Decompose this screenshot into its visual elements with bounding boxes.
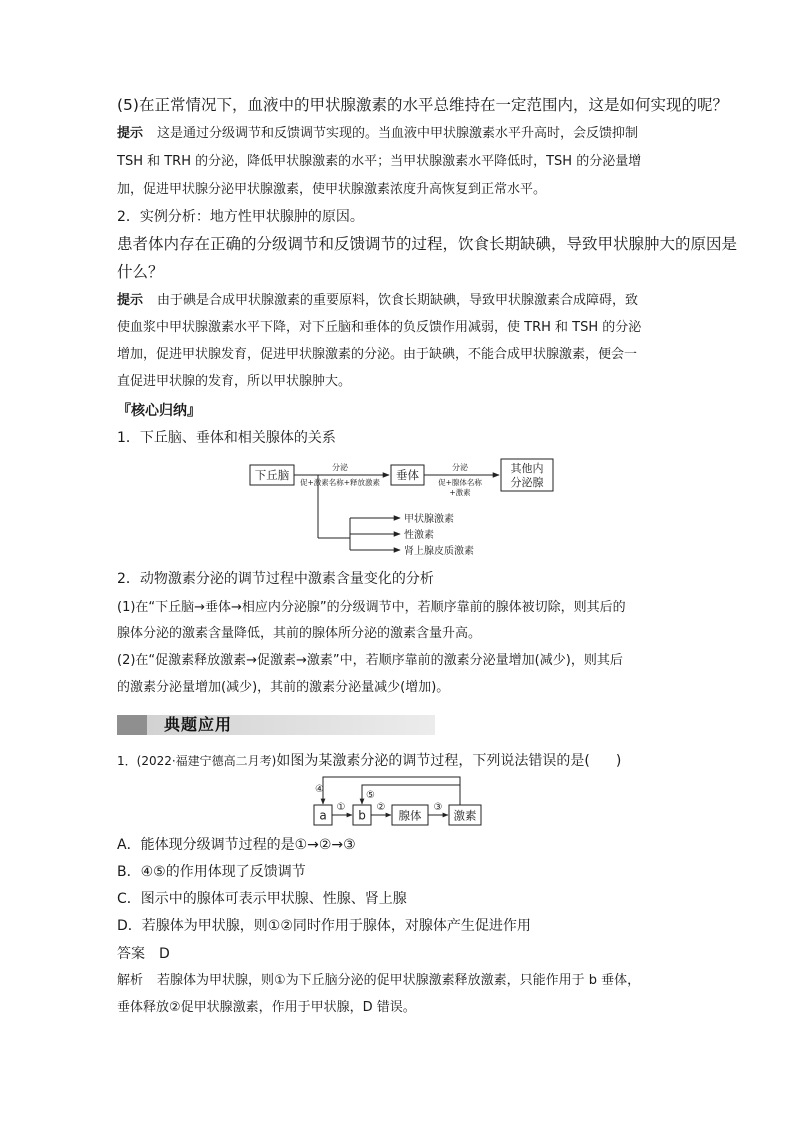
question-stem: 1．(2022·福建宁德高二月考)如图为某激素分泌的调节过程，下列说法错误的是( ) xyxy=(117,753,622,769)
gland-relation-diagram xyxy=(246,458,558,562)
secrete-label-1: 分泌 xyxy=(332,463,348,472)
hint-label: 提示 xyxy=(117,293,144,308)
summary-paragraph-2: (2)在“促激素释放激素→促激素→激素”中，若顺序靠前的激素分泌量增加(减少)，则其后 xyxy=(117,653,623,668)
section-title: 典题应用 xyxy=(164,715,233,734)
hint-2-line: 提示 由于碘是合成甲状腺激素的重要原料，饮食长期缺碘，导致甲状腺激素合成障碍，致 xyxy=(117,293,639,308)
core-summary-header: 『核心归纳』 xyxy=(117,403,201,419)
other-glands-label: 分泌腺 xyxy=(510,476,544,489)
output-thyroid-hormone: 甲状腺激素 xyxy=(404,514,454,525)
section-banner xyxy=(117,715,435,735)
item-2-question: 患者体内存在正确的分级调节和反馈调节的过程，饮食长期缺碘，导致甲状腺肿大的原因是 xyxy=(117,235,738,253)
summary-paragraph-1: (1)在“下丘脑→垂体→相应内分泌腺”的分级调节中，若顺序靠前的腺体被切除，则其后的 xyxy=(117,600,626,615)
answer-line xyxy=(117,945,170,963)
hint-2-line: 增加，促进甲状腺发育，促进甲状腺激素的分泌。由于缺碘，不能合成甲状腺激素，便会一 xyxy=(117,347,638,362)
option-b: B．④⑤的作用体现了反馈调节 xyxy=(117,864,306,880)
hint-1-line: 提示 这是通过分级调节和反馈调节实现的。当血液中甲状腺激素水平升高时，会反馈抑制 xyxy=(117,126,639,141)
hint-2-line: 使血浆中甲状腺激素水平下降，对下丘脑和垂体的负反馈作用减弱，使 TRH 和 TSH 的分泌 xyxy=(117,320,642,335)
hint-1-line: 加，促进甲状腺分泌甲状腺激素，使甲状腺激素浓度升高恢复到正常水平。 xyxy=(117,182,547,197)
hypothalamus-label: 下丘脑 xyxy=(254,468,290,482)
summary-item-2: 2．动物激素分泌的调节过程中激素含量变化的分析 xyxy=(117,571,434,587)
pituitary-label: 垂体 xyxy=(396,468,419,482)
analysis-line: 垂体释放②促甲状腺激素，作用于甲状腺，D 错误。 xyxy=(117,1000,416,1015)
summary-paragraph-2: 的激素分泌量增加(减少)，其前的激素分泌量减少(增加)。 xyxy=(117,680,450,695)
answer-label: 答案 xyxy=(117,946,145,962)
option-a: A．能体现分级调节过程的是①→②→③ xyxy=(117,837,356,853)
option-d: D．若腺体为甲状腺，则①②同时作用于腺体，对腺体产生促进作用 xyxy=(117,918,531,934)
step-2-label: ② xyxy=(376,802,386,813)
node-a-label: a xyxy=(319,808,327,823)
secrete-label-2: 分泌 xyxy=(452,463,468,472)
step-3-label: ③ xyxy=(433,802,443,813)
node-b-label: b xyxy=(358,808,366,823)
answer-value: D xyxy=(159,946,170,962)
step-5-label: ⑤ xyxy=(366,790,375,801)
analysis-line: 解析 若腺体为甲状腺，则①为下丘脑分泌的促甲状腺激素释放激素，只能作用于 b 垂体， xyxy=(117,973,641,988)
hint-label: 提示 xyxy=(117,126,144,141)
analysis-label: 解析 xyxy=(117,973,144,988)
tropic-hormone-label: +激素 xyxy=(449,488,471,497)
step-1-label: ① xyxy=(336,802,346,813)
item-2-title: 2．实例分析：地方性甲状腺肿的原因。 xyxy=(117,209,364,225)
regulation-diagram xyxy=(310,774,485,828)
tropic-hormone-label: 促+腺体名称 xyxy=(438,478,482,487)
other-glands-label: 其他内 xyxy=(510,462,544,475)
releasing-hormone-label: 促+激素名称+释放激素 xyxy=(299,478,381,487)
hint-2-line: 直促进甲状腺的发育，所以甲状腺肿大。 xyxy=(117,374,352,389)
item-2-question: 什么？ xyxy=(117,263,164,281)
summary-item-1: 1．下丘脑、垂体和相关腺体的关系 xyxy=(117,430,336,446)
gland-label: 腺体 xyxy=(398,808,422,823)
question-source: 1．(2022·福建宁德高二月考) xyxy=(117,754,277,768)
feedback-arrow-4 xyxy=(323,777,460,805)
output-sex-hormone: 性激素 xyxy=(404,530,434,541)
summary-paragraph-1: 腺体分泌的激素含量降低，其前的腺体所分泌的激素含量升高。 xyxy=(117,626,482,641)
output-adrenocortical-hormone: 肾上腺皮质激素 xyxy=(404,546,474,557)
option-c: C．图示中的腺体可表示甲状腺、性腺、肾上腺 xyxy=(117,891,407,907)
question-5: (5)在正常情况下，血液中的甲状腺激素的水平总维持在一定范围内，这是如何实现的呢？ xyxy=(117,96,728,114)
step-4-label: ④ xyxy=(315,784,324,795)
hint-1-line: TSH 和 TRH 的分泌，降低甲状腺激素的水平；当甲状腺激素水平降低时，TSH 的分泌量增 xyxy=(117,154,642,169)
hormone-label: 激素 xyxy=(453,808,477,823)
